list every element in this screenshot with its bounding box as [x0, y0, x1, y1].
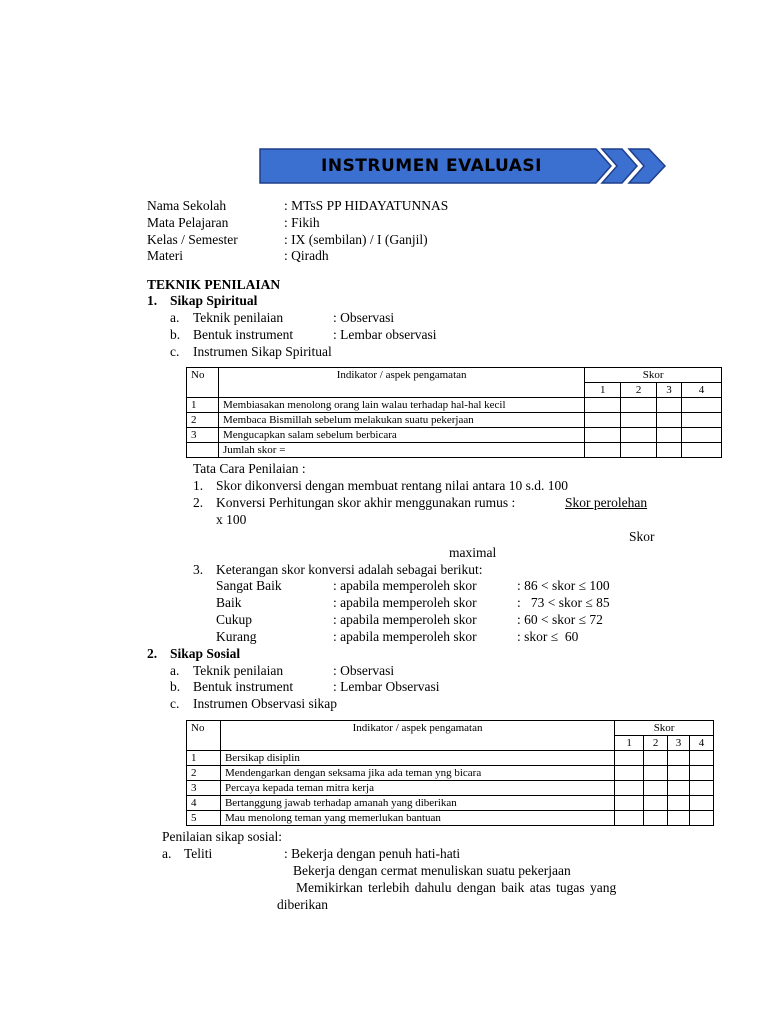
skor-cell	[585, 398, 621, 413]
grade-condition: : apabila memperoleh skor	[333, 595, 477, 610]
skor-cell	[657, 428, 682, 443]
table-row	[187, 751, 714, 766]
formula-numerator: Skor perolehan	[565, 495, 648, 510]
step-number: 2.	[193, 495, 204, 510]
identity-value: : IX (sembilan) / I (Ganjil)	[284, 232, 428, 247]
skor-cell	[621, 443, 657, 458]
skor-cell	[615, 811, 644, 826]
skor-cell	[657, 398, 682, 413]
row-indicator: Bertanggung jawab terhadap amanah yang diberikan	[220, 796, 614, 811]
skor-cell	[621, 398, 657, 413]
table-row	[187, 796, 714, 811]
row-indicator: Bersikap disiplin	[220, 751, 614, 766]
skor-col: 4	[682, 383, 722, 398]
social-observation-table	[186, 720, 714, 826]
penilaian-sosial-heading: Penilaian sikap sosial:	[162, 829, 282, 844]
identity-value: : MTsS PP HIDAYATUNNAS	[284, 198, 449, 213]
skor-cell	[690, 751, 714, 766]
formula-denominator-bottom: maximal	[449, 545, 497, 560]
section2-item-label: Teknik penilaian	[193, 663, 284, 678]
skor-cell	[644, 751, 668, 766]
step-text: Keterangan skor konversi adalah sebagai berikut:	[216, 562, 483, 577]
section1-title: Sikap Spiritual	[170, 293, 258, 308]
section2-item-value: : Observasi	[333, 663, 395, 678]
table-total-row	[187, 443, 722, 458]
row-indicator: Membiasakan menolong orang lain walau terhadap hal-hal kecil	[218, 398, 584, 413]
grade-name: Sangat Baik	[216, 578, 282, 593]
skor-cell	[690, 766, 714, 781]
skor-cell	[682, 443, 722, 458]
skor-cell	[585, 428, 621, 443]
section2-item-value: : Lembar Observasi	[333, 679, 440, 694]
section1-item-value: : Lembar observasi	[333, 327, 437, 342]
grade-range: : 73 < skor ≤ 85	[517, 595, 610, 610]
grade-range: : skor ≤ 60	[517, 629, 579, 644]
skor-cell	[615, 781, 644, 796]
section1-item-label: Bentuk instrument	[193, 327, 294, 342]
section1-item-letter: b.	[170, 327, 181, 342]
teliti-letter: a.	[162, 846, 172, 861]
identity-value: : Qiradh	[284, 248, 329, 263]
grade-name: Kurang	[216, 629, 257, 644]
section2-title: Sikap Sosial	[170, 646, 241, 661]
section1-item-label: Teknik penilaian	[193, 310, 284, 325]
row-indicator: Mau menolong teman yang memerlukan bantuan	[220, 811, 614, 826]
grade-condition: : apabila memperoleh skor	[333, 612, 477, 627]
skor-cell	[668, 796, 690, 811]
teliti-line: Bekerja dengan cermat menuliskan suatu pekerjaan	[293, 863, 571, 878]
teknik-heading: TEKNIK PENILAIAN	[147, 277, 281, 292]
grade-range: : 60 < skor ≤ 72	[517, 612, 603, 627]
section1-item-letter: c.	[170, 344, 180, 359]
teliti-line: Memikirkan terlebih dahulu dengan baik atas tugas yang	[296, 880, 617, 895]
row-indicator: Membaca Bismillah sebelum melakukan suatu pekerjaan	[218, 413, 584, 428]
table-header-row	[187, 368, 722, 383]
section1-item-letter: a.	[170, 310, 180, 325]
step-text: Konversi Perhitungan skor akhir menggunakan rumus :	[216, 495, 516, 510]
table-row	[187, 811, 714, 826]
table-row	[187, 781, 714, 796]
section2-item-letter: c.	[170, 696, 180, 711]
skor-cell	[668, 766, 690, 781]
section1-number: 1.	[147, 293, 158, 308]
skor-col: 1	[615, 736, 644, 751]
step-text: Skor dikonversi dengan membuat rentang nilai antara 10 s.d. 100	[216, 478, 569, 493]
section2-item-letter: a.	[170, 663, 180, 678]
skor-cell	[668, 751, 690, 766]
teliti-label: Teliti	[184, 846, 213, 861]
skor-cell	[668, 811, 690, 826]
section1-item-value: : Observasi	[333, 310, 395, 325]
section2-number: 2.	[147, 646, 158, 661]
header-indicator: Indikator / aspek pengamatan	[220, 721, 614, 751]
skor-cell	[690, 811, 714, 826]
step-number: 1.	[193, 478, 204, 493]
skor-col: 2	[621, 383, 657, 398]
skor-cell	[682, 398, 722, 413]
section1-item-label: Instrumen Sikap Spiritual	[193, 344, 332, 359]
header-no: No	[187, 368, 219, 398]
row-no: 3	[187, 781, 221, 796]
row-no: 1	[187, 751, 221, 766]
skor-cell	[644, 781, 668, 796]
skor-cell	[690, 796, 714, 811]
row-no: 1	[187, 398, 219, 413]
row-indicator: Percaya kepada teman mitra kerja	[220, 781, 614, 796]
formula-multiplier: x 100	[216, 512, 247, 527]
row-no	[187, 443, 219, 458]
step-number: 3.	[193, 562, 204, 577]
skor-cell	[657, 443, 682, 458]
row-no: 3	[187, 428, 219, 443]
skor-cell	[682, 413, 722, 428]
spiritual-observation-table	[186, 367, 722, 458]
teliti-line: diberikan	[277, 897, 328, 912]
row-indicator: Mendengarkan dengan seksama jika ada teman yng bicara	[220, 766, 614, 781]
skor-col: 4	[690, 736, 714, 751]
table-row	[187, 398, 722, 413]
formula-denominator-top: Skor	[629, 529, 655, 544]
skor-col: 2	[644, 736, 668, 751]
grade-range: : 86 < skor ≤ 100	[517, 578, 610, 593]
title-banner	[259, 148, 669, 184]
header-skor: Skor	[585, 368, 722, 383]
tata-cara-heading: Tata Cara Penilaian :	[193, 461, 306, 476]
skor-cell	[615, 751, 644, 766]
section2-item-letter: b.	[170, 679, 181, 694]
skor-cell	[668, 781, 690, 796]
header-no: No	[187, 721, 221, 751]
skor-cell	[621, 428, 657, 443]
skor-cell	[657, 413, 682, 428]
skor-col: 3	[657, 383, 682, 398]
section2-item-label: Bentuk instrument	[193, 679, 294, 694]
skor-col: 1	[585, 383, 621, 398]
table-row	[187, 413, 722, 428]
identity-value: : Fikih	[284, 215, 320, 230]
row-no: 4	[187, 796, 221, 811]
row-no: 5	[187, 811, 221, 826]
teliti-line: : Bekerja dengan penuh hati-hati	[284, 846, 461, 861]
grade-condition: : apabila memperoleh skor	[333, 578, 477, 593]
row-no: 2	[187, 766, 221, 781]
skor-col: 3	[668, 736, 690, 751]
table-row	[187, 428, 722, 443]
banner-title: INSTRUMEN EVALUASI	[321, 156, 542, 176]
skor-cell	[621, 413, 657, 428]
total-label: Jumlah skor =	[218, 443, 584, 458]
header-skor: Skor	[615, 721, 714, 736]
table-row	[187, 766, 714, 781]
identity-label: Materi	[147, 248, 183, 263]
identity-label: Nama Sekolah	[147, 198, 227, 213]
skor-cell	[644, 811, 668, 826]
table-header-row	[187, 721, 714, 736]
row-no: 2	[187, 413, 219, 428]
skor-cell	[615, 766, 644, 781]
identity-label: Mata Pelajaran	[147, 215, 229, 230]
skor-cell	[615, 796, 644, 811]
header-indicator: Indikator / aspek pengamatan	[218, 368, 584, 398]
grade-name: Cukup	[216, 612, 253, 627]
grade-name: Baik	[216, 595, 242, 610]
skor-cell	[585, 413, 621, 428]
identity-label: Kelas / Semester	[147, 232, 238, 247]
skor-cell	[644, 796, 668, 811]
grade-condition: : apabila memperoleh skor	[333, 629, 477, 644]
section2-item-label: Instrumen Observasi sikap	[193, 696, 337, 711]
skor-cell	[644, 766, 668, 781]
row-indicator: Mengucapkan salam sebelum berbicara	[218, 428, 584, 443]
skor-cell	[690, 781, 714, 796]
skor-cell	[585, 443, 621, 458]
skor-cell	[682, 428, 722, 443]
